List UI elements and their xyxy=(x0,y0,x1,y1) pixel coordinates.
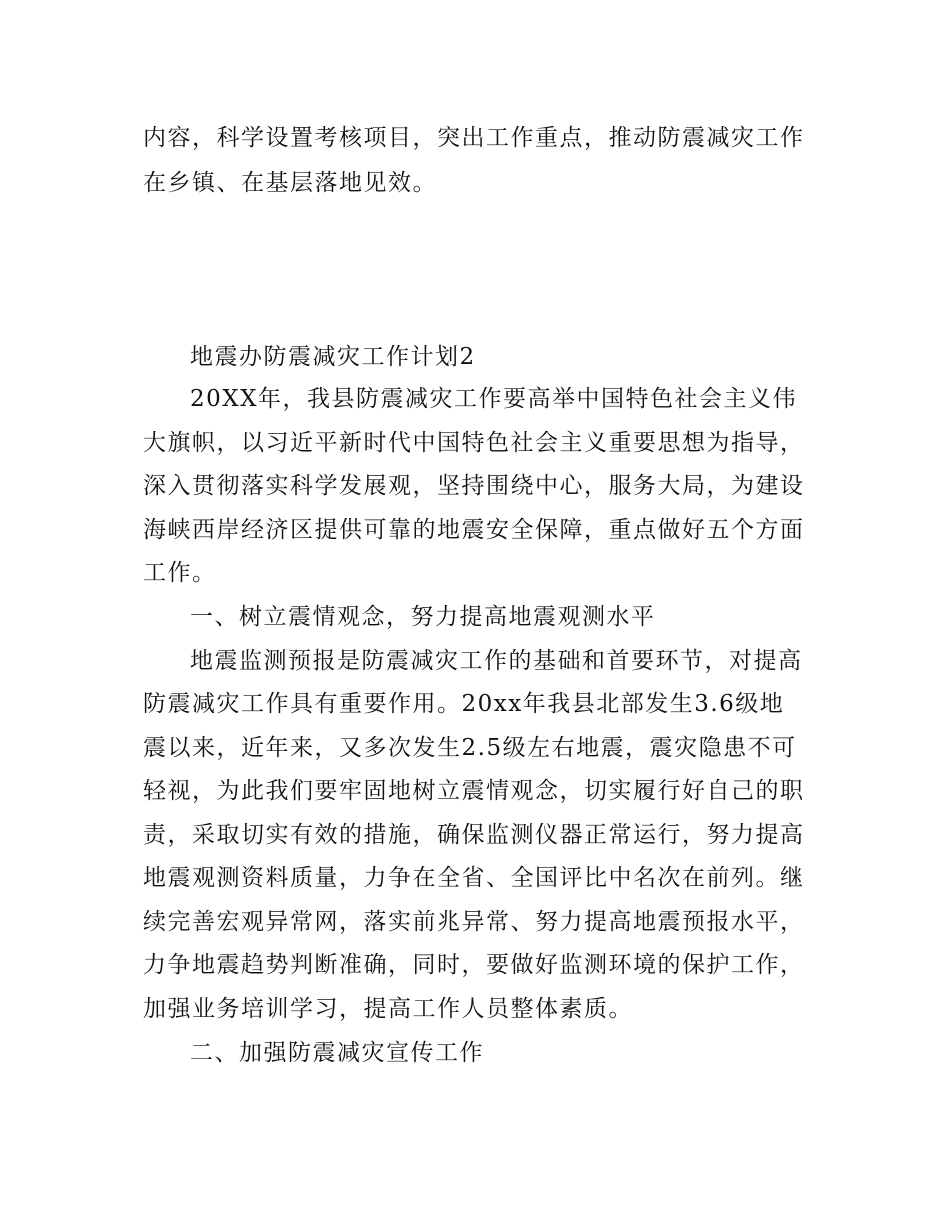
paragraph-line: 海峡西岸经济区提供可靠的地震安全保障，重点做好五个方面 xyxy=(143,517,805,543)
paragraph-line: 震以来，近年来，又多次发生2.5级左右地震，震灾隐患不可 xyxy=(143,735,797,761)
paragraph-line: 续完善宏观异常网，落实前兆异常、努力提高地震预报水平， xyxy=(143,909,805,935)
paragraph-line: 力争地震趋势判断准确，同时，要做好监测环境的保护工作， xyxy=(143,952,805,978)
paragraph-line: 轻视，为此我们要牢固地树立震情观念，切实履行好自己的职 xyxy=(143,778,805,804)
paragraph-line: 工作。 xyxy=(143,560,217,586)
paragraph-line: 20XX年，我县防震减灾工作要高举中国特色社会主义伟 xyxy=(190,386,798,412)
paragraph-line: 防震减灾工作具有重要作用。20xx年我县北部发生3.6级地 xyxy=(143,691,785,717)
paragraph-line: 地震监测预报是防震减灾工作的基础和首要环节，对提高 xyxy=(190,648,803,674)
section-heading: 一、树立震情观念，努力提高地震观测水平 xyxy=(190,604,656,630)
paragraph-line: 深入贯彻落实科学发展观，坚持围绕中心，服务大局，为建设 xyxy=(143,473,805,499)
section-title: 地震办防震减灾工作计划2 xyxy=(190,344,476,370)
paragraph-line: 责，采取切实有效的措施，确保监测仪器正常运行，努力提高 xyxy=(143,822,805,848)
paragraph-line: 大旗帜，以习近平新时代中国特色社会主义重要思想为指导， xyxy=(143,430,805,456)
paragraph-line: 在乡镇、在基层落地见效。 xyxy=(143,170,437,196)
paragraph-line: 地震观测资料质量，力争在全省、全国评比中名次在前列。继 xyxy=(143,865,805,891)
paragraph-line: 内容，科学设置考核项目，突出工作重点，推动防震减灾工作 xyxy=(143,125,805,151)
section-heading: 二、加强防震减灾宣传工作 xyxy=(190,1040,484,1066)
paragraph-line: 加强业务培训学习，提高工作人员整体素质。 xyxy=(143,996,633,1022)
